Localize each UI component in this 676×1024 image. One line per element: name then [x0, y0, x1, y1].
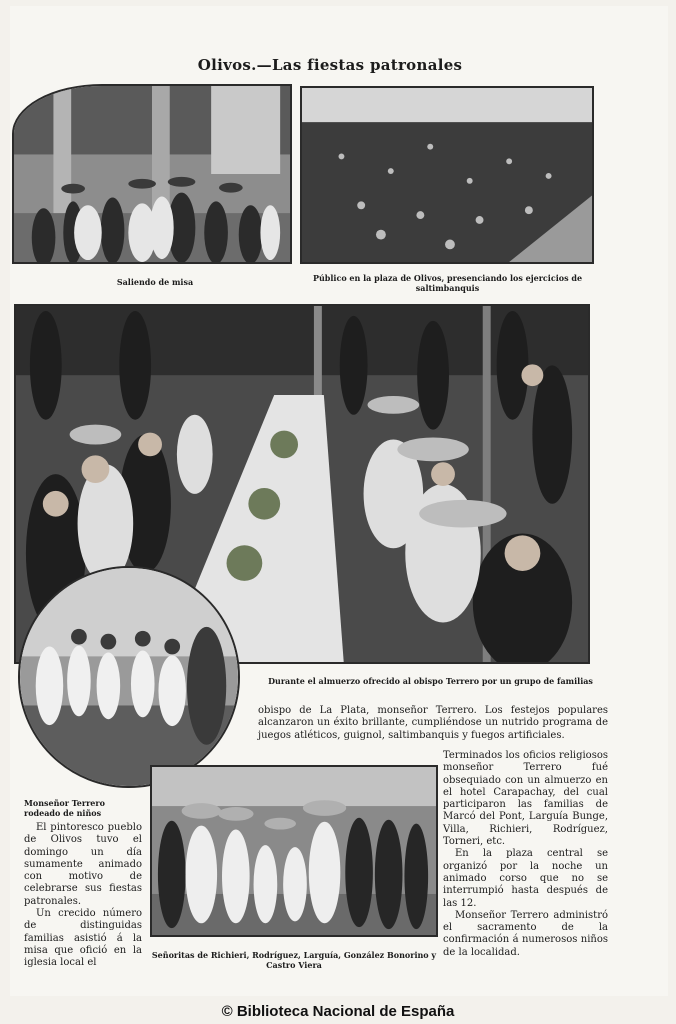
- photo-leaving-mass: [12, 84, 292, 264]
- article-paragraph: El pintoresco pueblo de Olivos tuvo el domingo un día sumamente animado con motivo de celebrarse sus fiestas patronales.: [24, 822, 142, 907]
- article-paragraph: Monseñor Terrero administró el sacramento de la confirmación á numerosos niños de la localidad.: [443, 909, 608, 958]
- article-right-column: [258, 705, 608, 742]
- article-paragraph: obispo de La Plata, monseñor Terrero. Los festejos populares alcanzaron un éxito brillante, cumpliéndose un nutrido programa de juegos atléticos, guignol, saltimbanquis y fuegos artificiales.: [258, 705, 608, 741]
- photo-plaza-crowd: [300, 86, 594, 264]
- article-paragraph: Terminados los oficios religiosos monseñor Terrero fué obsequiado con un almuerzo en el hotel Carapachay, del cual participaron las familias de Marcó del Pont, Larguía Bunge, Villa, Richieri, Rodríguez, Torneri, etc.: [443, 750, 608, 848]
- caption-leaving-mass: Saliendo de misa: [116, 277, 194, 287]
- article-right-narrow-column: [443, 742, 608, 959]
- photo-bishop-children: [18, 566, 240, 788]
- article-paragraph: En la plaza central se organizó por la noche un animado corso que no se interrumpió hasta después de las 12.: [443, 848, 608, 909]
- caption-lunch-banquet: Durante el almuerzo ofrecido al obispo Terrero por un grupo de familias: [268, 676, 593, 686]
- photo-young-ladies: [150, 765, 438, 937]
- caption-bishop-children: Monseñor Terrero rodeado de niños: [24, 798, 105, 818]
- caption-plaza-crowd: Público en la plaza de Olivos, presenciando los ejercicios de saltimbanquis: [312, 273, 583, 293]
- page-title: Olivos.—Las fiestas patronales: [197, 56, 463, 74]
- library-copyright-footer: © Biblioteca Nacional de España: [221, 1003, 455, 1020]
- article-paragraph: Un crecido número de distinguidas familias asistió á la misa que ofició en la iglesia local el: [24, 908, 142, 969]
- article-left-column: [24, 822, 142, 970]
- caption-young-ladies: Señoritas de Richieri, Rodríguez, Larguía, González Bonorino y Castro Viera: [151, 950, 437, 970]
